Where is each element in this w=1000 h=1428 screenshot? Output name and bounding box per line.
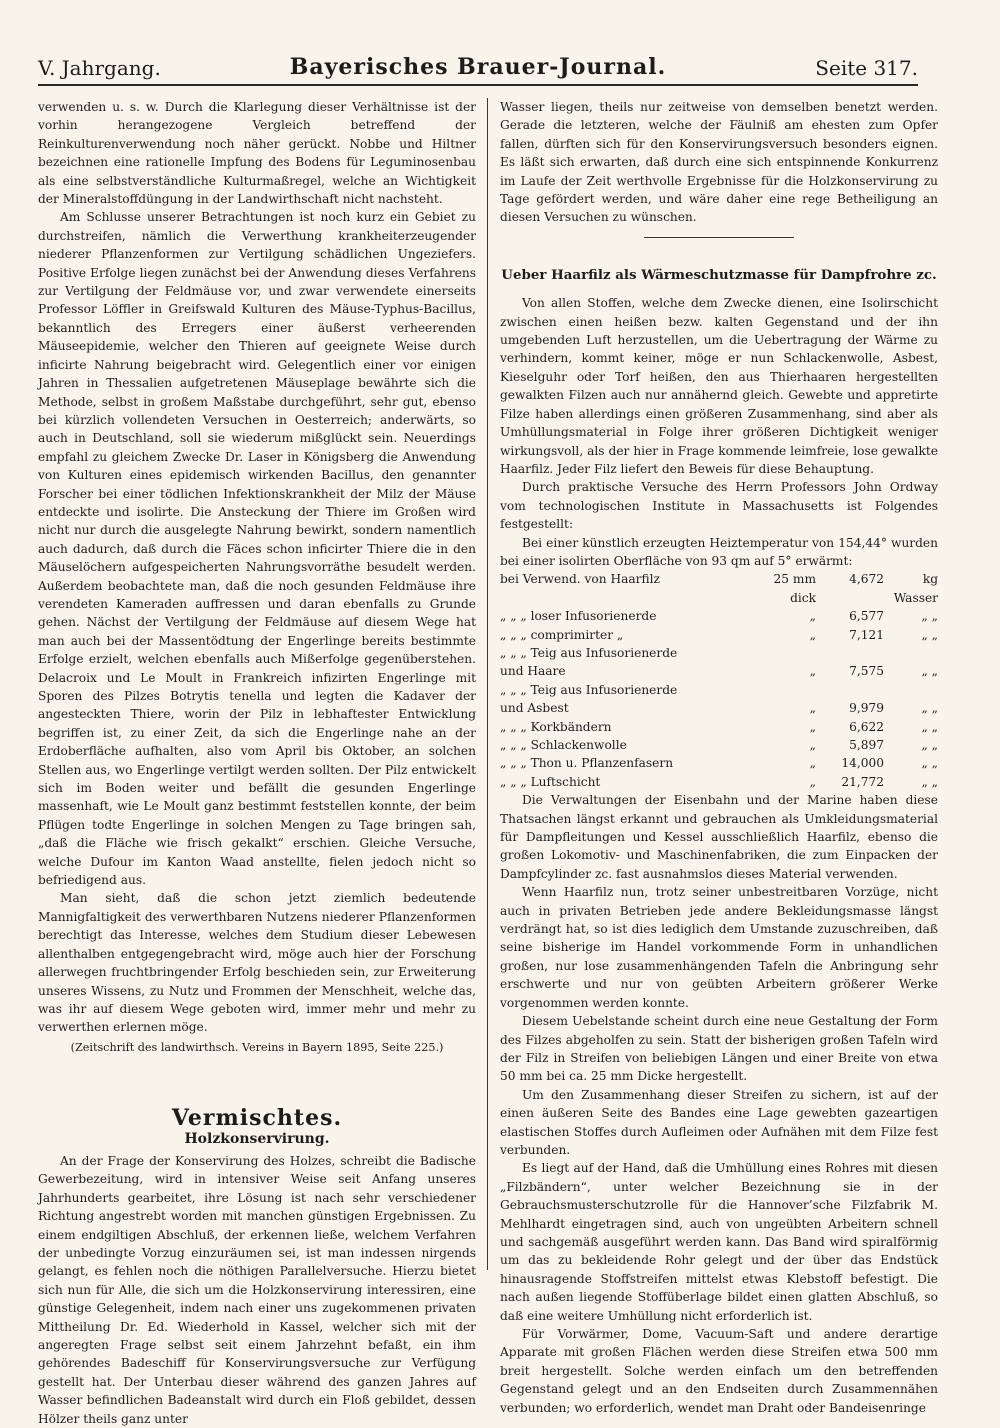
table-cell-unit: „ „: [921, 664, 938, 679]
table-cell-thickness: „: [809, 664, 816, 679]
table-cell-thickness: „: [809, 756, 816, 771]
table-cell-label: „ „ „ loser Infusorienerde: [500, 609, 657, 624]
table-cell-unit: „ „: [921, 627, 938, 642]
paragraph: Es liegt auf der Hand, daß die Umhüllung eines Rohres mit diesen „Filzbändern“, unter welcher Bezeichnung sie in der Gebrauchsmusterschutzrolle für die Hannover’sche Filzfabrik M. Mehlhardt eingetragen sind, auch von ungeübten Arbeitern schnell und sachgemäß ausgeführt werden kann. Das Band wird spiralförmig um das zu bekleidende Rohr gelegt und der über das Endstück hinausragende Stoffstreifen mittelst etwas Klebstoff befestigt. Die nach außen liegende Stoffüberlage bildet einen glatten Abschluß, so daß eine weitere Umhüllung nicht erforderlich ist.: [500, 1161, 938, 1323]
table-cell-label: „ „ „ Thon u. Pflanzenfasern: [500, 756, 674, 771]
table-cell-value: [816, 644, 884, 662]
table-cell-unit: „ „: [921, 609, 938, 624]
table-cell-unit: [884, 681, 938, 699]
table-cell-label: „ „ „ Schlackenwolle: [500, 738, 627, 752]
page-number: Seite 317.: [815, 56, 918, 80]
volume-label: V. Jahrgang.: [38, 56, 161, 80]
table-row: [500, 644, 938, 662]
table-cell-value: 21,772: [841, 774, 884, 789]
table-cell-thickness: „: [809, 627, 816, 642]
table-cell-label: „ „ „ comprimirter „: [500, 627, 624, 642]
table-cell-unit: kg Wasser: [893, 572, 938, 605]
table-cell-value: 6,622: [849, 719, 884, 734]
paragraph: Bei einer künstlich erzeugten Heiztemperatur von 154,44° wurden bei einer isolirten Oberfläche von 93 qm auf 5° erwärmt:: [500, 535, 938, 568]
table-cell-thickness: „: [809, 774, 816, 789]
table-cell-unit: „ „: [921, 756, 938, 771]
table-cell-label: „ „ „ Teig aus Infusorienerde: [500, 682, 678, 697]
table-cell-value: 7,121: [849, 627, 884, 642]
table-cell-thickness: [746, 644, 816, 662]
source-citation: (Zeitschrift des landwirthsch. Vereins in Bayern 1895, Seite 225.): [70, 1040, 444, 1054]
paragraph: Von allen Stoffen, welche dem Zwecke dienen, eine Isolirschicht zwischen einen heißen bezw. kalten Gegenstand und der ihn umgebenden Luft herzustellen, um die Uebertragung der Wärme zu verhindern, kommt keiner, möge er nun Schlackenwolle, Asbest, Kieselguhr oder Torf heißen, den aus Thierhaaren hergestellten gewalkten Filzen auch nur annähernd gleich. Gewebte und appretirte Filze haben allerdings einen größeren Zusammenhang, sind aber als Umhüllungsmaterial in Folge ihrer größeren Dichtigkeit weniger wirkungsvoll, als der hier in Frage kommende leimfreie, lose gewalkte Haarfilz. Jeder Filz liefert den Beweis für diese Behauptung.: [500, 296, 938, 476]
results-table: [500, 570, 938, 791]
table-cell-thickness: „: [809, 719, 816, 734]
paragraph: An der Frage der Konservirung des Holzes, schreibt die Badische Gewerbezeitung, wird in intensiver Weise seit Anfang unseres Jahrhunderts gearbeitet, ihre Lösung ist nach sehr verschiedener Richtung angestrebt worden mit manchen günstigen Ergebnissen. Zu einem endgiltigen Abschluß, der erkennen ließe, welchem Verfahren der unbedingte Vorzug einzuräumen sei, ist man indessen nirgends gelangt, es fehlen noch die nöthigen Parallelversuche. Hierzu bietet sich nun für Alle, die sich um die Holzkonservirung interessiren, eine günstige Gelegenheit, indem nach einer uns zugekommenen privaten Mittheilung Dr. Ed. Wiederhold in Kassel, welcher sich mit der angeregten Frage selbst seit einem Jahrzehnt befaßt, ein ihm gehörendes Badeschiff für Konservirungsversuche zur Verfügung gestellt hat. Der Unterbau dieser während des ganzen Jahres auf Wasser befindlichen Badeanstalt wird durch ein Floß gebildet, dessen Hölzer theils ganz unter: [38, 1153, 476, 1426]
table-cell-thickness: „: [809, 609, 816, 624]
table-cell-label: „ „ „ Luftschicht: [500, 774, 601, 789]
table-cell-unit: „ „: [921, 738, 938, 752]
paragraph: Wasser liegen, theils nur zeitweise von demselben benetzt werden. Gerade die letzteren, welche der Fäulniß am ehesten zum Opfer fallen, dürften sich für den Konservirungsversuch besonders eignen. Es läßt sich erwarten, daß durch eine sich entspinnende Konkurrenz im Laufe der Zeit werthvolle Ergebnisse für die Holzkonservirung zu Tage gefördert werden, und wäre daher eine rege Betheiligung an diesen Versuchen zu wünschen.: [500, 100, 938, 225]
article-divider: [644, 237, 794, 238]
right-column: [500, 98, 938, 1415]
paragraph: Die Verwaltungen der Eisenbahn und der Marine haben diese Thatsachen längst erkannt und gebrauchen als Umkleidungsmaterial für Dampfleitungen und Kessel ausschließlich Haarfilz, ebenso die großen Lokomotiv- und Maschinenfabriken, die zum Einpacken der Dampfcylinder zc. fast ausnahmslos dieses Material verwenden.: [500, 793, 938, 881]
table-cell-value: 4,672: [849, 572, 884, 587]
table-row: [500, 718, 938, 736]
table-cell-unit: [884, 644, 938, 662]
table-cell-value: 9,979: [849, 701, 884, 716]
paragraph: Wenn Haarfilz nun, trotz seiner unbestreitbaren Vorzüge, nicht auch in privaten Betrieben jede andere Bekleidungsmasse längst verdrängt hat, so ist dies lediglich dem Umstande zuzuschreiben, daß seine bisherige im Handel vorkommende Form in unhandlichen großen, nur lose zusammenhängenden Tafeln die Anbringung sehr erschwerte und nur von geübten Arbeitern größerer Werke vorgenommen werden konnte.: [500, 885, 938, 1010]
table-row: [500, 626, 938, 644]
table-cell-label: „ „ „ Teig aus Infusorienerde: [500, 645, 678, 660]
left-column: [38, 98, 476, 1426]
table-row: [500, 754, 938, 772]
table-cell-thickness: [746, 681, 816, 699]
table-cell-value: 6,577: [849, 609, 884, 624]
journal-title: Bayerisches Brauer-Journal.: [289, 54, 667, 80]
table-cell-label: bei Verwend. von Haarfilz: [500, 572, 660, 587]
table-row: [500, 662, 938, 680]
table-cell-value: 7,575: [849, 664, 884, 679]
table-row: [500, 570, 938, 607]
paragraph: verwenden u. s. w. Durch die Klarlegung dieser Verhältnisse ist der vorhin herangezogene Vergleich betreffend der Reinkulturenverwendung noch näher gerückt. Nobbe und Hiltner bezeichnen eine rationelle Impfung des Bodens für Leguminosenbau als eine selbstverständliche Kulturmaßregel, welche an Wichtigkeit der Mineralstoffdüngung in der Landwirthschaft nicht nachsteht.: [38, 100, 476, 207]
paragraph: Man sieht, daß die schon jetzt ziemlich bedeutende Mannigfaltigkeit des verwerthbaren Nutzens niederer Pflanzenformen berechtigt das Interesse, welches dem Studium dieser Lebewesen allenthalben entgegengebracht wird, möge auch hier der Forschung allerwegen fruchtbringender Erfolg beschieden sein, zur Erweiterung unseres Wissens, zu Nutz und Frommen der Menschheit, welche das, was ihr auf diesem Wege geboten wird, immer mehr und mehr zu verwerthen erlernen möge.: [38, 891, 476, 1035]
table-cell-unit: „ „: [921, 719, 938, 734]
table-row: [500, 681, 938, 699]
table-cell-label: „ „ „ Korkbändern: [500, 719, 612, 734]
paragraph: Für Vorwärmer, Dome, Vacuum-Saft und andere derartige Apparate mit großen Flächen werden diese Streifen etwa 500 mm breit hergestellt. Solche werden einfach um den betreffenden Gegenstand gelegt und an den Endseiten durch Zusammennähen verbunden; wo erforderlich, wendet man Draht oder Bandeisenringe: [500, 1327, 938, 1415]
paragraph: Um den Zusammenhang dieser Streifen zu sichern, ist auf der einen äußeren Seite des Bandes eine Lage gewebten gazeartigen elastischen Stoffes durch Aufleimen oder Aufnähen mit dem Filze fest verbunden.: [500, 1087, 938, 1157]
paragraph: Diesem Uebelstande scheint durch eine neue Gestaltung der Form des Filzes abgeholfen zu sein. Statt der bisherigen großen Tafeln wird der Filz in Streifen von beliebigen Längen und einer Breite von etwa 50 mm bei ca. 25 mm Dicke hergestellt.: [500, 1014, 938, 1084]
table-row: [500, 773, 938, 791]
table-row: [500, 736, 938, 754]
table-cell-label: und Haare: [500, 664, 566, 679]
table-cell-value: 14,000: [841, 756, 884, 771]
table-row: [500, 607, 938, 625]
table-cell-thickness: 25 mm dick: [773, 572, 816, 605]
table-cell-value: 5,897: [849, 738, 884, 752]
page-header: [38, 50, 918, 86]
table-cell-thickness: „: [809, 701, 816, 716]
table-cell-thickness: „: [809, 738, 816, 752]
article-title: Ueber Haarfilz als Wärmeschutzmasse für Dampfrohre zc.: [501, 266, 937, 283]
subsection-title: Holzkonservirung.: [184, 1130, 330, 1147]
column-divider: [487, 98, 488, 1270]
table-row: [500, 699, 938, 717]
table-cell-label: und Asbest: [500, 701, 569, 716]
spacer: [38, 1057, 476, 1103]
paragraph: Am Schlusse unserer Betrachtungen ist noch kurz ein Gebiet zu durchstreifen, nämlich die Verwerthung krankheiterzeugender niederer Pflanzenformen zur Vertilgung schädlichen Ungeziefers. Positive Erfolge liegen zunächst bei der Anwendung dieses Verfahrens zur Vertilgung der Feldmäuse vor, und zwar verwendete einerseits Professor Löffler in Greifswald Kulturen des Mäuse-Typhus-Bacillus, bekanntlich des Erregers einer äußerst verheerenden Mäuseepidemie, welcher den Thieren auf geeignete Weise durch inficirte Nahrung beigebracht wird. Gelegentlich einer vor einigen Jahren in Thessalien aufgetretenen Mäuseplage bewährte sich die Methode, selbst in großem Maßstabe durchgeführt, sehr gut, ebenso bei kürzlich vollendeten Versuchen in Oesterreich; anderwärts, so auch in Deutschland, soll sie wiederum mißglückt sein. Neuerdings empfahl zu gleichem Zwecke Dr. Laser in Königsberg die Anwendung von Kulturen eines epidemisch wirkenden Bacillus, den genannter Forscher bei einer tödlichen Infektionskrankheit der Milz der Mäuse entdeckte und isolirte. Die Ansteckung der Thiere im Großen wird nicht nur durch die ausgelegte Nahrung bewirkt, sondern namentlich auch dadurch, daß durch die Fäces schon inficirter Thiere die in den Mäuselöchern aufgespeicherten Nahrungsvorräthe besudelt werden. Außerdem beobachtete man, daß die noch gesunden Feldmäuse ihre verendeten Kameraden auffressen und daran ebenfalls zu Grunde gehen. Nächst der Vertilgung der Feldmäuse auf diesem Wege hat man auch bei der Massentödtung der Engerlinge bereits bestimmte Erfolge erzielt, welchen ebenfalls auch Mißerfolge gegenüberstehen. Delacroix und Le Moult in Frankreich infizirten Engerlinge mit Sporen des Pilzes Botrytis tenella und legten die Kadaver der angesteckten Thiere, worin der Pilz in lebhaftester Entwicklung begriffen ist, zu einer Zeit, da sich die Engerlinge nahe an der Erdoberfläche aufhalten, also vom April bis Oktober, an solchen Stellen aus, wo Engerlinge vertilgt werden sollten. Der Pilz entwickelt sich im Boden weiter und befällt die gesunden Engerlinge massenhaft, wie Le Moult ganz bestimmt feststellen konnte, der beim Pflügen todte Engerlinge in solchen Mengen zu Tage bringen sah, „daß die Fläche wie frisch gekalkt“ erschien. Gleiche Versuche, welche Dufour im Kanton Waad anstellte, fielen jedoch nicht so befriedigend aus.: [38, 210, 476, 888]
table-cell-unit: „ „: [921, 701, 938, 716]
paragraph: Durch praktische Versuche des Herrn Professors John Ordway vom technologischen Institute in Massachusetts ist Folgendes festgestellt:: [500, 480, 938, 532]
table-cell-value: [816, 681, 884, 699]
section-title: Vermischtes.: [171, 1105, 343, 1132]
table-cell-unit: „ „: [921, 774, 938, 789]
